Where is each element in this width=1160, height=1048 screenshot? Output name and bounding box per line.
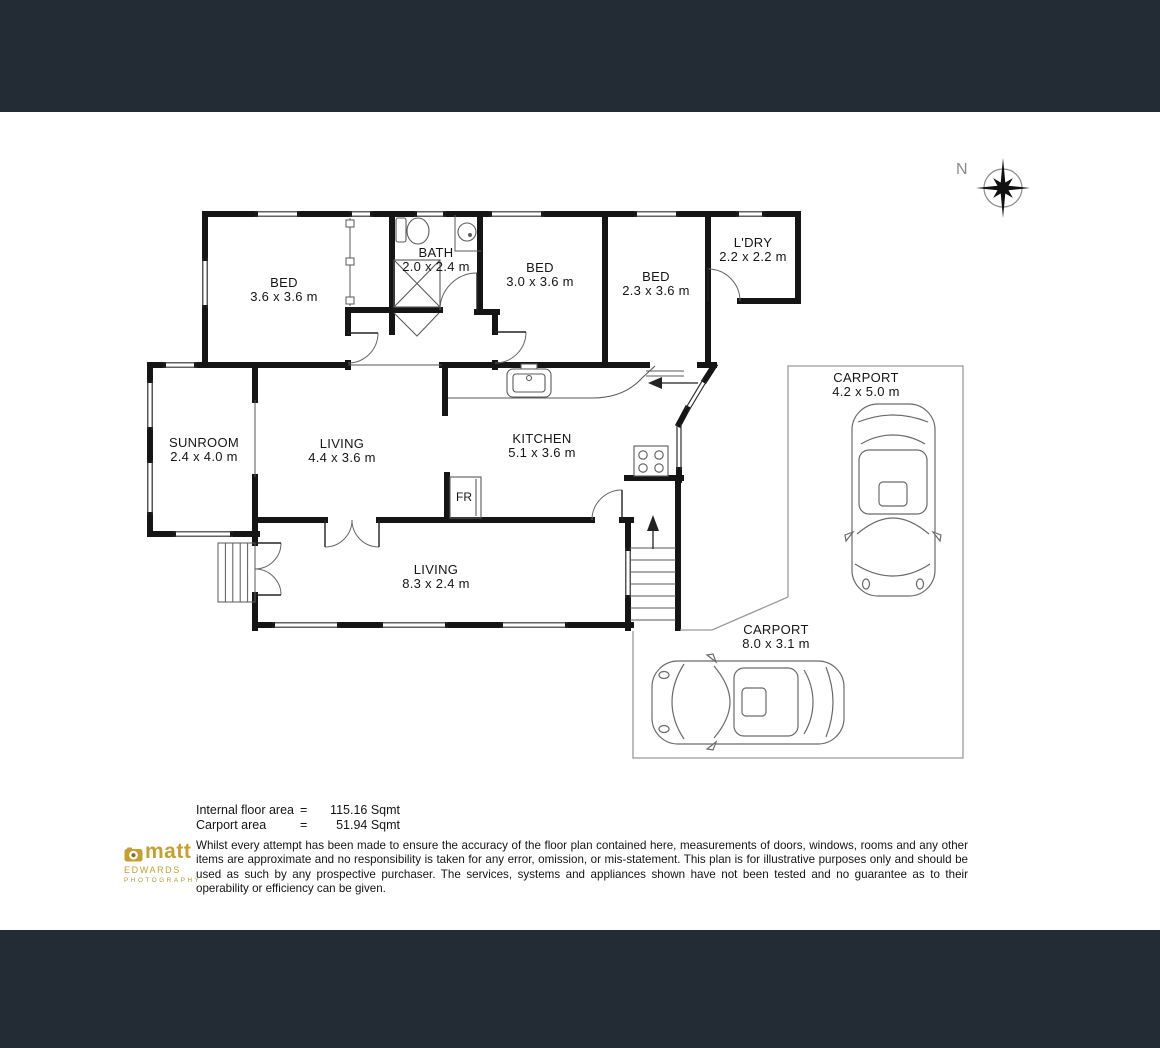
compass-north-label: N xyxy=(956,161,968,178)
room-label-bed1: BED 3.6 x 3.6 m xyxy=(250,275,318,304)
sink-icon xyxy=(507,364,551,397)
basin-icon xyxy=(458,223,476,241)
area-row-internal: Internal floor area = 115.16 Sqmt xyxy=(196,803,400,817)
outdoor-steps-icon xyxy=(218,543,255,602)
room-label-living2: LIVING 8.3 x 2.4 m xyxy=(402,562,470,591)
stairs-icon xyxy=(630,515,676,620)
stove-icon xyxy=(634,446,668,476)
logo-matt-edwards xyxy=(124,840,202,884)
logo-line1: matt xyxy=(145,840,192,863)
room-label-carport2: CARPORT 8.0 x 3.1 m xyxy=(742,622,810,651)
camera-icon xyxy=(124,847,143,862)
fridge-label: FR xyxy=(456,490,472,504)
room-label-bed2: BED 3.0 x 3.6 m xyxy=(506,260,574,289)
disclaimer-text: Whilst every attempt has been made to ensure the accuracy of the floor plan contained here, measurements of doors, windows, rooms and any other items are approximate and no responsibility is taken for any error, omission, or mis-statement. This plan is for illustrative purposes only and should be used as such by any prospective purchaser. The services, systems and appliances shown have not been tested and no guarantee as to their operability or efficiency can be given. xyxy=(196,839,968,895)
area-row-carport: Carport area = 51.94 Sqmt xyxy=(196,817,400,832)
room-label-living1: LIVING 4.4 x 3.6 m xyxy=(308,436,376,465)
room-label-carport1: CARPORT 4.2 x 5.0 m xyxy=(832,370,900,399)
car-top-icon-carport2 xyxy=(652,654,844,750)
toilet-icon xyxy=(396,218,429,244)
area-summary xyxy=(196,803,400,832)
wardrobe-icon xyxy=(346,218,354,306)
room-label-kitchen: KITCHEN 5.1 x 3.6 m xyxy=(508,431,576,460)
compass-icon xyxy=(976,158,1030,218)
room-label-bath: BATH 2.0 x 2.4 m xyxy=(402,245,470,274)
room-label-sunroom: SUNROOM 2.4 x 4.0 m xyxy=(169,435,239,464)
entry-arrow-icon xyxy=(646,371,698,389)
room-label-bed3: BED 2.3 x 3.6 m xyxy=(622,269,690,298)
car-top-icon-carport1 xyxy=(845,404,941,596)
logo-line2: edwards xyxy=(124,862,181,876)
logo-line3: PHOTOGRAPHY xyxy=(124,876,202,884)
room-label-laundry: L'DRY 2.2 x 2.2 m xyxy=(719,235,787,264)
